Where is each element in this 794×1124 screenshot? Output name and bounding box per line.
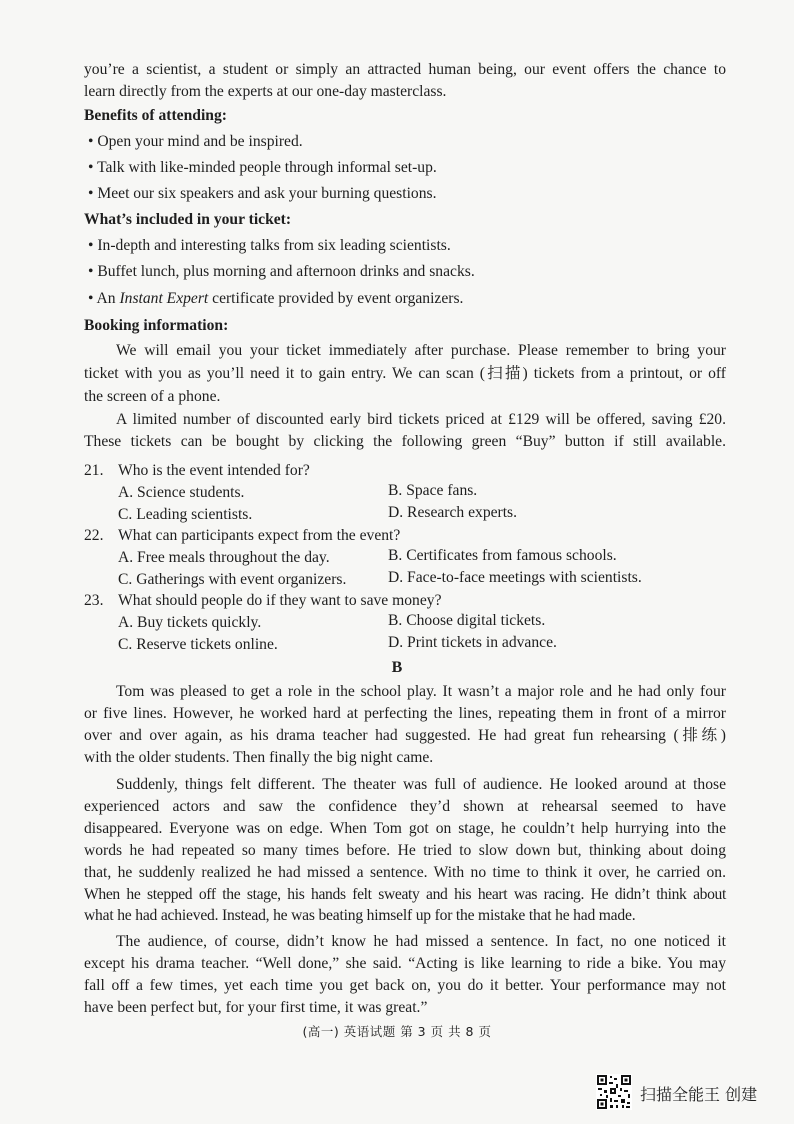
option-c: C. Leading scientists. [118, 506, 253, 523]
benefit-item: • Talk with like-minded people through informal set-up. [88, 159, 437, 176]
option-c: C. Reserve tickets online. [118, 636, 278, 653]
certificate-suffix: certificate provided by event organizers. [208, 290, 464, 307]
option-d: D. Face-to-face meetings with scientists. [388, 569, 642, 586]
story-p1-line: Tom was pleased to get a role in the school play. It wasn’t a major role and he had only four [116, 683, 726, 700]
story-p3-line: have been perfect but, for your first time, it was great.” [84, 999, 428, 1016]
story-p3-line: except his drama teacher. “Well done,” she said. “Acting is like learning to ride a bike. You may [84, 955, 726, 972]
option-a: A. Science students. [118, 484, 245, 501]
option-a: A. Buy tickets quickly. [118, 614, 262, 631]
question-number: 22. [84, 527, 104, 544]
story-p1-line: with the older students. Then finally the big night came. [84, 749, 434, 766]
qr-code-icon [596, 1074, 632, 1110]
option-b: B. Space fans. [388, 482, 478, 499]
story-p2-line: disappeared. Everyone was on edge. When Tom got on stage, he couldn’t help hurrying into the [84, 820, 726, 837]
booking-heading: Booking information: [84, 317, 229, 334]
included-item: • Buffet lunch, plus morning and afternoon drinks and snacks. [88, 263, 475, 280]
option-d: D. Print tickets in advance. [388, 634, 557, 651]
question-text: What should people do if they want to save money? [118, 592, 442, 609]
question-number: 23. [84, 592, 104, 609]
story-p2-line: that, he suddenly realized he had missed a sentence. With no time to think it over, he carried on. [84, 864, 726, 881]
benefit-item: • Open your mind and be inspired. [88, 133, 303, 150]
question-text: Who is the event intended for? [118, 462, 310, 479]
certificate-name: Instant Expert [119, 290, 209, 307]
scanner-label: 扫描全能王 创建 [640, 1085, 758, 1104]
story-p2-line: experienced actors and saw the confidence they’d shown at rehearsal seemed to have [84, 798, 726, 815]
option-b: B. Certificates from famous schools. [388, 547, 617, 564]
booking-p2-line-1: A limited number of discounted early bird tickets priced at £129 will be offered, saving £20. [116, 411, 726, 428]
included-item-certificate [88, 289, 730, 309]
section-label: B [391, 659, 403, 676]
story-p2-line: When he stepped off the stage, his hands felt sweaty and his heart was racing. He didn’t think about [84, 886, 726, 903]
story-p1-line: or five lines. However, he worked hard at perfecting the lines, repeating them in front of a mirror [84, 705, 726, 722]
booking-p1-line-1: We will email you your ticket immediately after purchase. Please remember to bring your [116, 342, 726, 359]
story-p1-line: over and over again, as his drama teacher had suggested. He had great fun rehearsing (排练) [84, 727, 726, 744]
benefit-item: • Meet our six speakers and ask your burning questions. [88, 185, 437, 202]
booking-p2-line-2: These tickets can be bought by clicking the following green “Buy” button if still available. [84, 433, 726, 450]
option-d: D. Research experts. [388, 504, 518, 521]
story-p2-line: words he had repeated so many times before. He tried to slow down but, thinking about doing [84, 842, 726, 859]
option-c: C. Gatherings with event organizers. [118, 571, 347, 588]
option-a: A. Free meals throughout the day. [118, 549, 330, 566]
option-b: B. Choose digital tickets. [388, 612, 546, 629]
benefits-heading: Benefits of attending: [84, 107, 227, 124]
story-p3-line: fall off a few times, yet each time you get back on, you do it better. Your performance may not [84, 977, 726, 994]
booking-p1-line-3: the screen of a phone. [84, 388, 221, 405]
question-number: 21. [84, 462, 104, 479]
story-p3-line: The audience, of course, didn’t know he had missed a sentence. In fact, no one noticed it [116, 933, 726, 950]
question-text: What can participants expect from the event? [118, 527, 401, 544]
included-item: • In-depth and interesting talks from six leading scientists. [88, 237, 451, 254]
story-p2-line: Suddenly, things felt different. The theater was full of audience. He looked around at those [116, 776, 726, 793]
page-footer: (高一) 英语试题 第 3 页 共 8 页 [302, 1024, 492, 1039]
certificate-prefix: • An [88, 290, 120, 307]
booking-p1-line-2: ticket with you as you’ll need it to gain entry. We can scan (扫描) tickets from a printout, or off [84, 365, 726, 382]
included-heading: What’s included in your ticket: [84, 211, 292, 228]
intro-line-1: you’re a scientist, a student or simply an attracted human being, our event offers the chance to [84, 61, 726, 78]
story-p2-line: what he had achieved. Instead, he was beating himself up for the mistake that he had made. [84, 907, 636, 924]
intro-line-2: learn directly from the experts at our one-day masterclass. [84, 83, 447, 100]
